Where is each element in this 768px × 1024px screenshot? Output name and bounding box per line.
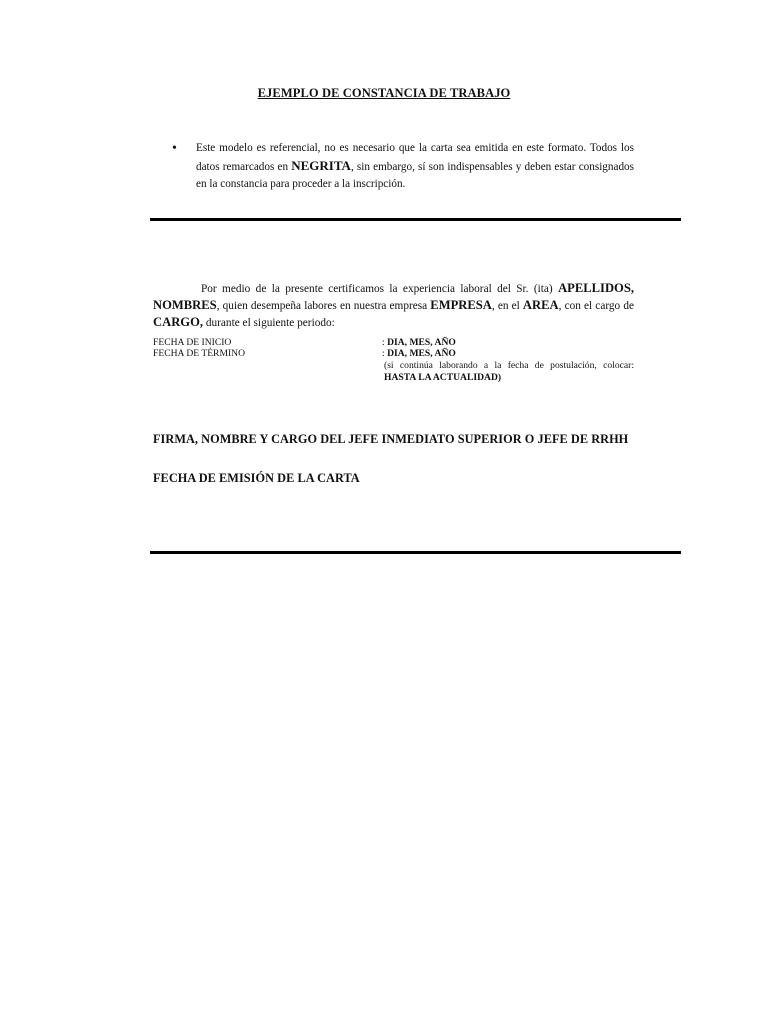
notice-text-bold: NEGRITA bbox=[291, 158, 351, 173]
certification-paragraph bbox=[153, 280, 634, 331]
end-date-note-bold: HASTA LA ACTUALIDAD) bbox=[384, 372, 502, 383]
bullet-icon: • bbox=[172, 141, 177, 156]
cert-bold-names: APELLIDOS, NOMBRES bbox=[153, 281, 634, 312]
top-divider bbox=[150, 218, 681, 221]
signature-heading: FIRMA, NOMBRE Y CARGO DEL JEFE INMEDIATO SUPERIOR O JEFE DE RRHH bbox=[153, 432, 629, 446]
notice-text bbox=[196, 140, 634, 193]
notice-text-part1: Este modelo es referencial, no es necesario que la carta sea emitida en este formato. Todos los datos remarcados en bbox=[196, 142, 634, 173]
cert-text-4: , con el cargo de bbox=[558, 300, 634, 312]
bottom-divider bbox=[150, 551, 681, 554]
cert-text-3: , en el bbox=[491, 300, 523, 312]
start-date-value bbox=[382, 337, 456, 348]
start-date-prefix: : bbox=[382, 337, 388, 348]
document-title: EJEMPLO DE CONSTANCIA DE TRABAJO bbox=[257, 86, 511, 100]
start-date-placeholder: DIA, MES, AÑO bbox=[387, 337, 456, 348]
end-date-note-text: (si continúa laborando a la fecha de postulación, colocar: bbox=[384, 360, 634, 371]
end-date-note bbox=[384, 360, 634, 384]
start-date-label: FECHA DE INICIO bbox=[153, 337, 232, 348]
end-date-prefix: : bbox=[382, 348, 388, 359]
cert-bold-area: AREA bbox=[522, 298, 559, 312]
cert-text-5: durante el siguiente periodo: bbox=[203, 317, 335, 329]
notice-text-part2: , sin embargo, sí son indispensables y deben estar consignados en la constancia para proceder a la inscripción. bbox=[196, 161, 635, 190]
end-date-label: FECHA DE TÉRMINO bbox=[153, 348, 246, 359]
end-date-value bbox=[382, 348, 456, 359]
cert-text-1: Por medio de la presente certificamos la experiencia laboral del Sr. (ita) bbox=[201, 283, 559, 295]
cert-text-2: , quien desempeña labores en nuestra empresa bbox=[216, 300, 431, 312]
end-date-placeholder: DIA, MES, AÑO bbox=[387, 348, 456, 359]
cert-bold-position: CARGO, bbox=[153, 315, 204, 329]
issue-date-heading: FECHA DE EMISIÓN DE LA CARTA bbox=[153, 471, 360, 485]
cert-bold-company: EMPRESA bbox=[430, 298, 492, 312]
